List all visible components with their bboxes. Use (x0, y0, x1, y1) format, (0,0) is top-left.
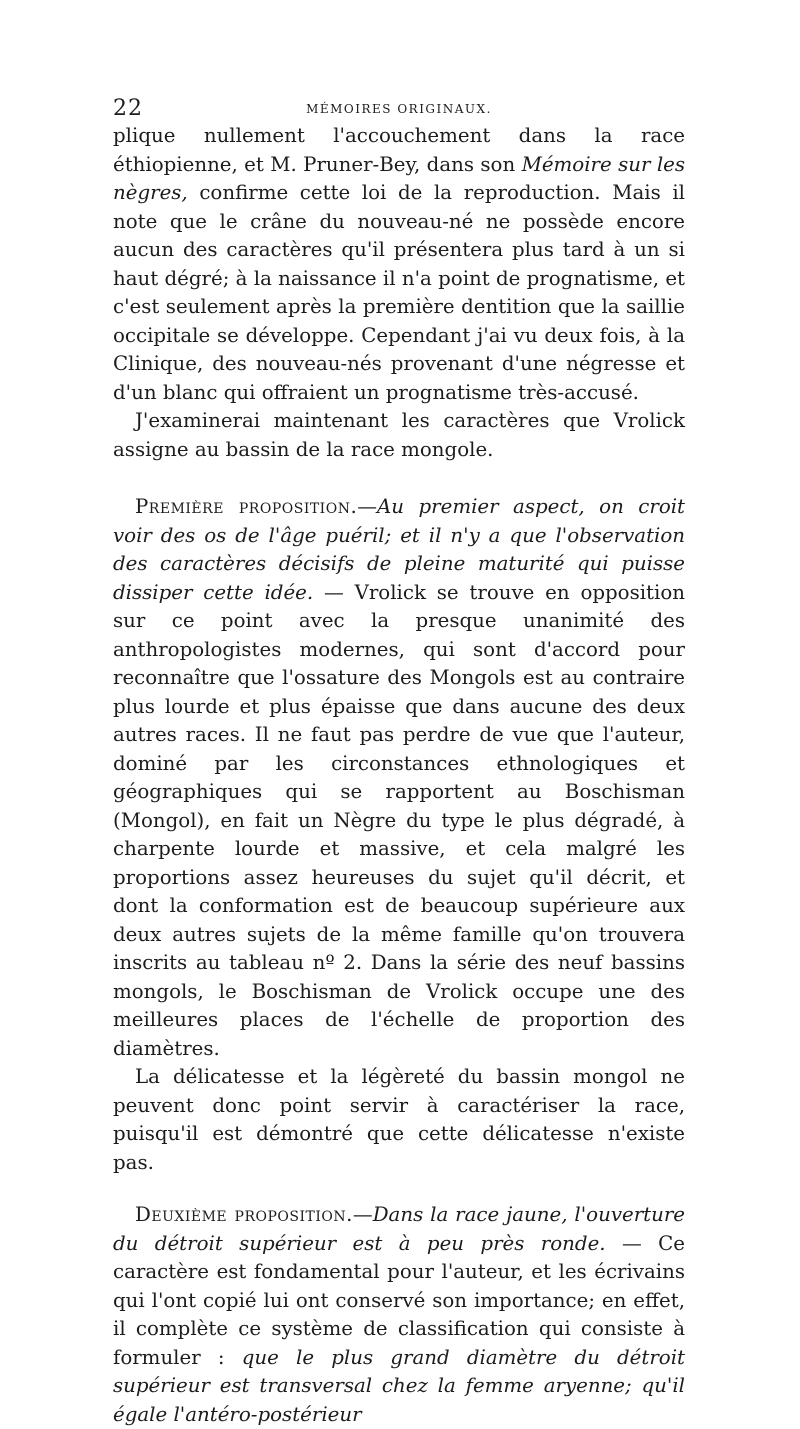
text-run: confirme cette loi de la reproduction. Mais il note que le crâne du nouveau-né ne possède encore aucun des caractères qu'il présentera plus tard à un si haut dégré; à la naissance il n'a point de prognatisme, et c'est seulement après la première dentition que la saillie occipitale se développe. Cependant j'ai vu deux fois, à la Clinique, des nouveau-nés provenant d'une négresse et d'un blanc qui offraient un prognatisme très-accusé. (113, 181, 685, 404)
section-gap (113, 1177, 685, 1201)
formula-quote: que le plus grand diamètre du détroit supérieur est transversal chez la femme aryenne; qu'il égale l'antéro-postérieur (113, 1345, 685, 1426)
section-lead: Deuxième proposition. (135, 1203, 353, 1226)
proposition-quote: Dans la race jaune, l'ouverture du détroit supérieur est à peu près ronde. (113, 1203, 686, 1255)
paragraph-conclusion: La délicatesse et la légèreté du bassin mongol ne peuvent donc point servir à caractériser la race, puisqu'il est démontré que cette délicatesse n'existe pas. (113, 1065, 685, 1174)
page-number: 22 (113, 96, 143, 121)
running-title: MÉMOIRES ORIGINAUX. (306, 102, 492, 116)
proposition-quote: Au premier aspect, on croit voir des os de l'âge puéril; et il n'y a que l'observation des caractères décisifs de pleine maturité qui puisse dissiper cette idée. (113, 495, 686, 604)
page-body (113, 122, 685, 1429)
text-run: — Vrolick se trouve en opposition sur ce point avec la presque unanimité des anthropologistes modernes, qui sont d'accord pour reconnaître que l'ossature des Mongols est au contraire plus lourde et plus épaisse que dans aucune des deux autres races. Il ne faut pas perdre de vue que l'auteur, dominé par les circonstances ethnologiques et géographiques qui se rapportent au Boschisman (Mongol), en fait un Nègre du type le plus dégradé, à charpente lourde et massive, et cela malgré les proportions assez heureuses du sujet qu'il décrit, et dont la conformation est de beaucoup supérieure aux deux autres sujets de la même famille qu'on trouvera inscrits au tableau nº 2. Dans la série des neuf bassins mongols, le Boschisman de Vrolick occupe une des meilleures places de l'échelle de proportion des diamètres. (113, 580, 685, 1060)
paragraph-second-proposition (113, 1201, 685, 1429)
section-gap (113, 464, 685, 493)
paragraph-vrolick-intro: J'examinerai maintenant les caractères que Vrolick assigne au bassin de la race mongole. (113, 409, 685, 461)
section-lead: Première proposition. (135, 495, 358, 518)
text-run: — Ce caractère est fondamental pour l'auteur, et les écrivains qui l'ont copié lui ont conservé son importance; en effet, il complète ce système de classification qui consiste à formuler : (113, 1231, 685, 1369)
paragraph-continuation (113, 122, 685, 407)
em-dash: — (352, 1203, 373, 1226)
page-header (113, 96, 685, 122)
em-dash: — (357, 495, 378, 518)
paragraph-first-proposition (113, 493, 685, 1063)
italic-title: Mémoire sur les nègres, (113, 152, 685, 204)
text-run: plique nullement l'accouchement dans la race éthiopienne, et M. Pruner-Bey, dans son (113, 124, 685, 176)
